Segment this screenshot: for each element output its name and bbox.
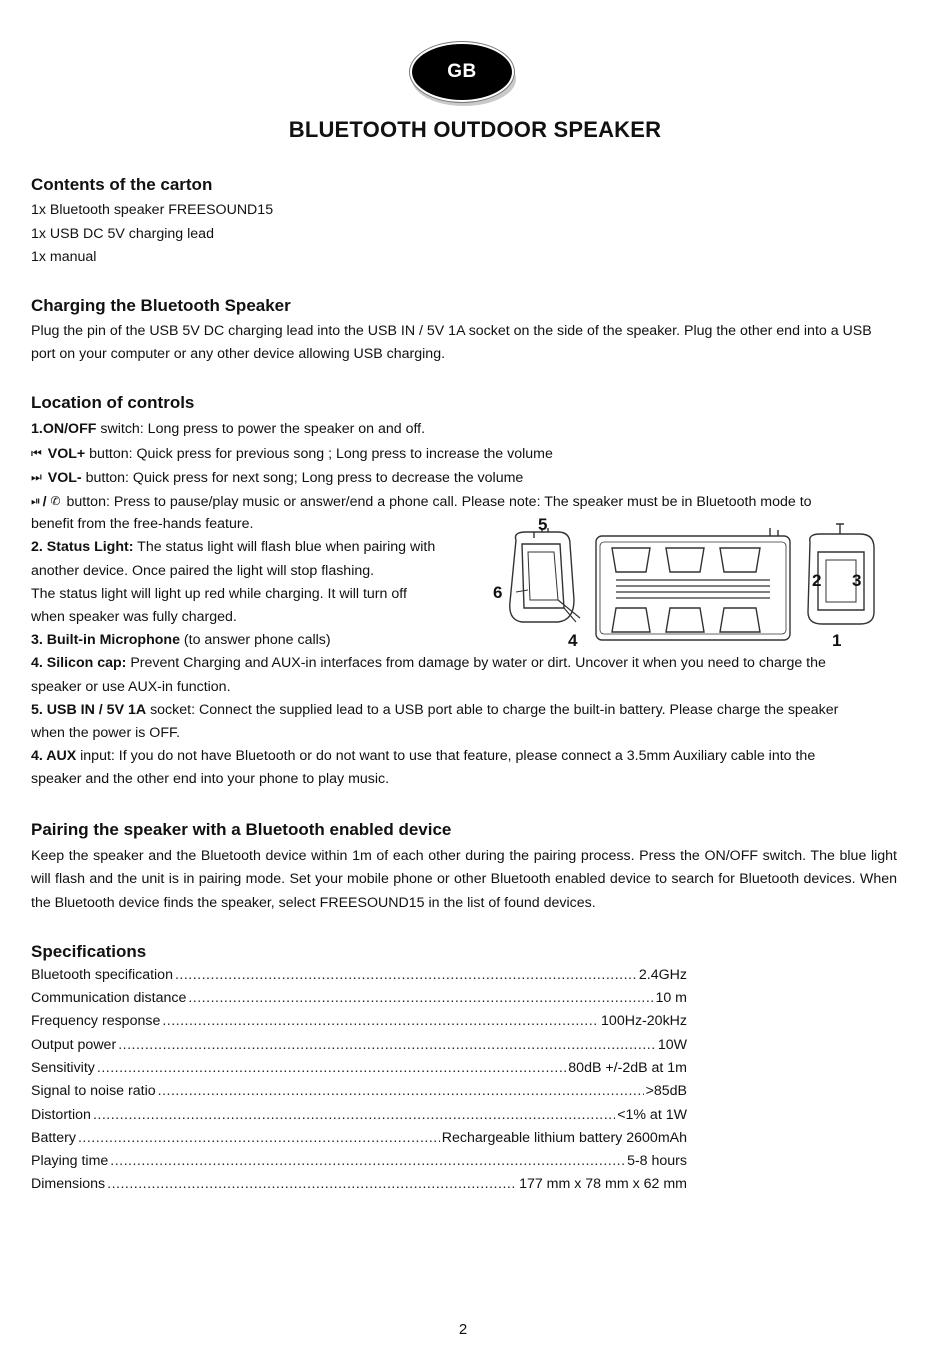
language-badge-label: GB — [410, 42, 514, 102]
diagram-label-4: 4 — [568, 631, 578, 650]
spec-row: Distortion ..... <1% at 1W — [31, 1107, 687, 1127]
spec-row: Dimensions ..... 177 mm x 78 mm x 62 mm — [31, 1176, 687, 1196]
spec-row: Sensitivity ..... 80dB +/-2dB at 1m — [31, 1060, 687, 1080]
diagram-label-6: 6 — [493, 583, 503, 602]
contents-item: 1x manual — [31, 249, 97, 265]
controls-heading: Location of controls — [31, 393, 195, 412]
spec-row: Signal to noise ratio ..... >85dB — [31, 1083, 687, 1103]
status-light-line: another device. Once paired the light will stop flashing. — [31, 563, 375, 579]
diagram-label-5: 5 — [538, 515, 548, 534]
contents-item: 1x Bluetooth speaker FREESOUND15 — [31, 202, 274, 218]
control-play-pause: ⏯ / ✆ button: Press to pause/play music or answer/end a phone call. Please note: The speaker must be in Bluetooth mode to — [31, 491, 812, 512]
spec-row: Frequency response ..... 100Hz-20kHz — [31, 1013, 687, 1033]
spec-row: Battery ..... Rechargeable lithium battery 2600mAh — [31, 1130, 687, 1150]
silicon-cap-line: speaker or use AUX-in function. — [31, 679, 231, 695]
silicon-cap-item: 4. Silicon cap: Prevent Charging and AUX-in interfaces from damage by water or dirt. Uncover it when you need to charge the — [31, 655, 826, 671]
diagram-label-2: 2 — [812, 571, 822, 590]
usb-socket-item: 5. USB IN / 5V 1A socket: Connect the supplied lead to a USB port able to charge the built-in battery. Please charge the speaker — [31, 702, 839, 718]
aux-line: speaker and the other end into your phone to play music. — [31, 771, 390, 787]
language-badge — [410, 42, 516, 104]
contents-heading: Contents of the carton — [31, 175, 213, 194]
spec-row: Output power ..... 10W — [31, 1037, 687, 1057]
pairing-heading: Pairing the speaker with a Bluetooth enabled device — [31, 820, 452, 839]
diagram-label-1: 1 — [832, 631, 842, 650]
spec-row: Communication distance ..... 10 m — [31, 990, 687, 1010]
speaker-front-view — [596, 528, 790, 640]
play-pause-icon: ⏯ — [31, 494, 41, 508]
speaker-side-view-left — [510, 528, 580, 622]
microphone-item: 3. Built-in Microphone (to answer phone calls) — [31, 632, 331, 648]
charging-text: Plug the pin of the USB 5V DC charging lead into the USB IN / 5V 1A socket on the side of the speaker. Plug the other end into a USB port on your computer or any other device allowing USB charging. — [31, 323, 872, 363]
page-number: 2 — [458, 1321, 468, 1338]
contents-item: 1x USB DC 5V charging lead — [31, 226, 214, 242]
charging-heading: Charging the Bluetooth Speaker — [31, 296, 291, 315]
usb-socket-line: when the power is OFF. — [31, 725, 181, 741]
diagram-label-3: 3 — [852, 571, 862, 590]
previous-track-icon: ⏮ — [31, 446, 42, 460]
page-title: BLUETOOTH OUTDOOR SPEAKER — [288, 117, 662, 142]
pairing-text: Keep the speaker and the Bluetooth device within 1m of each other during the pairing process. Press the ON/OFF switch. The blue light will flash and the unit is in pairing mode. Set your mobile phone or other Bluetooth enabled device to search for Bluetooth devices. When the Bluetooth device finds the speaker, select FREESOUND15 in the list of found devices. — [31, 848, 897, 911]
status-light-line: The status light will light up red while charging. It will turn off — [31, 586, 407, 602]
aux-item: 4. AUX input: If you do not have Bluetooth or do not want to use that feature, please connect a 3.5mm Auxiliary cable into the — [31, 748, 816, 764]
control-play-pause-note: benefit from the free-hands feature. — [31, 516, 254, 532]
status-light-line: when speaker was fully charged. — [31, 609, 237, 625]
spec-row: Playing time ..... 5-8 hours — [31, 1153, 687, 1173]
specs-heading: Specifications — [31, 942, 147, 961]
control-vol-minus: ⏭ VOL- button: Quick press for next song; Long press to decrease the volume — [31, 467, 523, 488]
next-track-icon: ⏭ — [31, 470, 42, 484]
phone-icon: ✆ — [50, 494, 61, 508]
control-onoff: 1.ON/OFF switch: Long press to power the speaker on and off. — [31, 421, 426, 437]
control-vol-plus: ⏮ VOL+ button: Quick press for previous song ; Long press to increase the volume — [31, 443, 553, 464]
status-light: 2. Status Light: The status light will flash blue when pairing with — [31, 539, 436, 555]
spec-row: Bluetooth specification ..... 2.4GHz — [31, 967, 687, 987]
speaker-diagram — [488, 512, 888, 652]
